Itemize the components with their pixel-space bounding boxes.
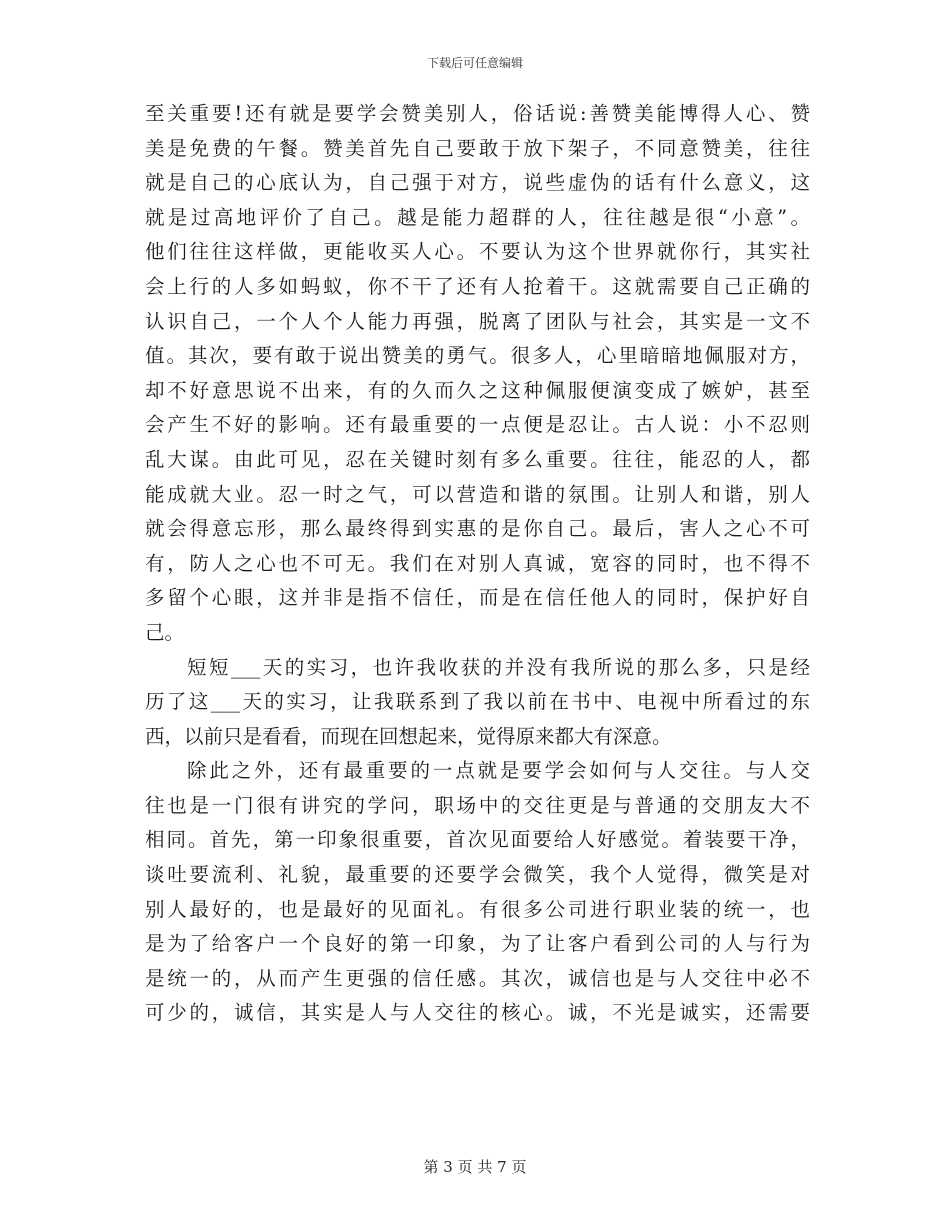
text-line: 可少的，诚信，其实是人与人交往的核心。诚，不光是诚实，还需要 [145, 1001, 810, 1025]
text-line: 谈吐要流利、礼貌，最重要的还要学会微笑，我个人觉得，微笑是对 [145, 863, 810, 887]
text-line: 相同。首先，第一印象很重要，首次见面要给人好感觉。着装要干净， [145, 828, 810, 852]
text-line: 就是自己的心底认为，自己强于对方，说些虚伪的话有什么意义，这 [145, 171, 810, 195]
text-line: 值。其次，要有敢于说出赞美的勇气。很多人，心里暗暗地佩服对方， [145, 344, 810, 368]
text-line: 除此之外，还有最重要的一点就是要学会如何与人交往。与人交 [187, 759, 810, 783]
text-line: 就是过高地评价了自己。越是能力超群的人，往往越是很“小意”。 [145, 205, 810, 229]
text-line: 往也是一门很有讲究的学问，职场中的交往更是与普通的交朋友大不 [145, 793, 810, 817]
text-line: 他们往往这样做，更能收买人心。不要认为这个世界就你行，其实社 [145, 240, 810, 264]
text-line: 短短___天的实习，也许我收获的并没有我所说的那么多，只是经 [187, 655, 810, 679]
text-line: 是为了给客户一个良好的第一印象，为了让客户看到公司的人与行为 [145, 932, 810, 956]
text-line: 有，防人之心也不可无。我们在对别人真诚，宽容的同时，也不得不 [145, 551, 810, 575]
text-line: 美是免费的午餐。赞美首先自己要敢于放下架子，不同意赞美，往往 [145, 136, 810, 160]
text-line: 历了这___天的实习，让我联系到了我以前在书中、电视中所看过的东 [145, 690, 810, 714]
text-line: 就会得意忘形，那么最终得到实惠的是你自己。最后，害人之心不可 [145, 517, 810, 541]
document-body [145, 97, 810, 1031]
text-line: 却不好意思说不出来，有的久而久之这种佩服便演变成了嫉妒，甚至 [145, 378, 810, 402]
page-number: 第 3 页 共 7 页 [423, 1158, 527, 1176]
text-line: 能成就大业。忍一时之气，可以营造和谐的氛围。让别人和谐，别人 [145, 482, 810, 506]
page-header: 下载后可任意编辑 [426, 56, 523, 70]
text-line: 西，以前只是看看，而现在回想起来，觉得原来都大有深意。 [145, 724, 672, 748]
text-line: 多留个心眼，这并非是指不信任，而是在信任他人的同时，保护好自 [145, 586, 810, 610]
text-line: 至关重要!还有就是要学会赞美别人，俗话说:善赞美能博得人心、赞 [145, 102, 810, 125]
text-line: 会产生不好的影响。还有最重要的一点便是忍让。古人说：小不忍则 [145, 413, 810, 437]
text-line: 认识自己，一个人个人能力再强，脱离了团队与社会，其实是一文不 [145, 309, 810, 333]
text-line: 己。 [145, 620, 185, 644]
text-line: 别人最好的，也是最好的见面礼。有很多公司进行职业装的统一，也 [145, 897, 810, 921]
text-line: 是统一的，从而产生更强的信任感。其次，诚信也是与人交往中必不 [145, 966, 810, 990]
text-line: 会上行的人多如蚂蚁，你不干了还有人抢着干。这就需要自己正确的 [145, 274, 810, 298]
text-line: 乱大谋。由此可见，忍在关键时刻有多么重要。往往，能忍的人，都 [145, 447, 810, 471]
